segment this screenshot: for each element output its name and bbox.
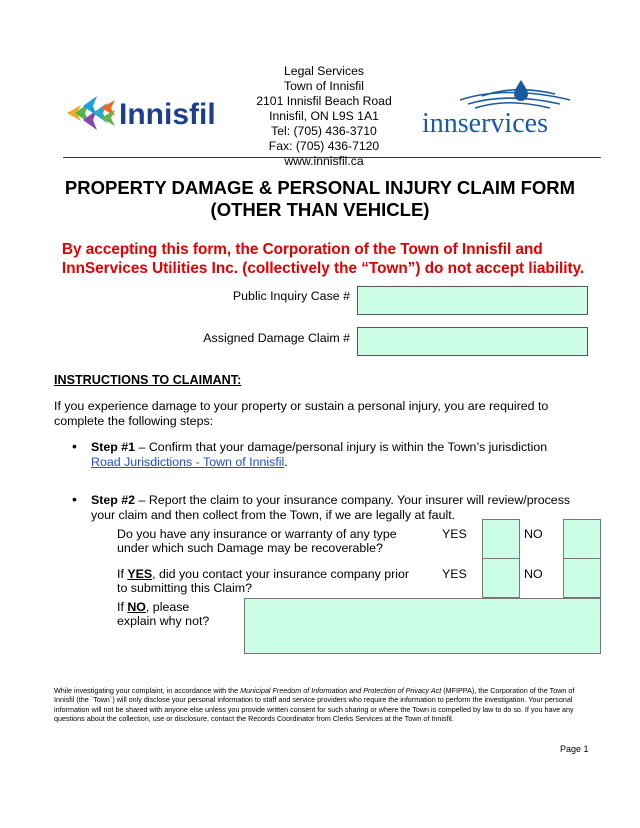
q2-yes-checkbox[interactable] xyxy=(482,558,520,598)
privacy-notice xyxy=(54,686,590,723)
address-line: Fax: (705) 436-7120 xyxy=(268,139,380,153)
innservices-logo-text: innservices xyxy=(422,108,548,138)
address-line: 2101 Innisfil Beach Road xyxy=(256,94,392,108)
step-1-label: Step #1 xyxy=(91,440,136,454)
q3-emphasis: NO xyxy=(127,600,146,614)
question-contacted-insurer xyxy=(117,567,417,595)
q1-no-label: NO xyxy=(524,527,543,541)
website-text: www.innisfil.ca xyxy=(284,154,364,168)
q2-yes-label: YES xyxy=(442,567,467,581)
public-inquiry-label: Public Inquiry Case # xyxy=(232,289,350,303)
step-1-item xyxy=(74,440,554,470)
innservices-logo xyxy=(420,78,590,138)
damage-claim-input[interactable] xyxy=(357,327,588,356)
step-2-label: Step #2 xyxy=(91,493,136,507)
privacy-text-b: (MFIPPA), the Corporation of the Town of Innisfil (the `Town`) will only disclose your personal information to staff and service providers who require the information to perform the investigation. Your personal information will not be shared with anyone else unless you provide written consent for such sharing or where the Town is compelled by law to do so. If you have any questions about the collection, use or disclosure, contact the Records Coordinator from Clerks Services at the Town of Innisfil. xyxy=(54,686,575,723)
question-explain-why-not xyxy=(117,600,232,628)
step-2-text: – Report the claim to your insurance company. Your insurer will review/process your claim and then collect from the Town, if we are legally at fault. xyxy=(91,493,571,522)
q3-prefix: If xyxy=(117,600,128,614)
page-number: Page 1 xyxy=(560,744,589,754)
privacy-text-a: While investigating your complaint, in accordance with the xyxy=(54,686,241,695)
q1-yes-label: YES xyxy=(442,527,467,541)
innisfil-star-icon xyxy=(67,96,115,130)
q2-no-label: NO xyxy=(524,567,543,581)
drop-shape xyxy=(514,80,528,101)
public-inquiry-input[interactable] xyxy=(357,286,588,315)
bullet-icon: • xyxy=(72,438,77,454)
q3-rest: , please explain why not? xyxy=(117,600,210,628)
q1-no-checkbox[interactable] xyxy=(563,519,601,559)
step-1-text: – Confirm that your damage/personal injury is within the Town’s jurisdiction xyxy=(135,440,548,454)
address-block xyxy=(240,64,408,169)
road-jurisdictions-link[interactable]: Road Jurisdictions - Town of Innisfil xyxy=(91,455,285,469)
explain-why-not-textarea[interactable] xyxy=(244,598,601,654)
bullet-icon: • xyxy=(72,491,77,507)
form-subtitle: (OTHER THAN VEHICLE) xyxy=(210,199,430,220)
innisfil-logo xyxy=(63,88,243,138)
instructions-intro: If you experience damage to your property or sustain a personal injury, you are required to complete the following steps: xyxy=(54,399,549,428)
liability-warning: By accepting this form, the Corporation of the Town of Innisfil and InnServices Utilities Inc. (collectively the “Town”) do not accept liability. xyxy=(62,241,585,277)
question-insurance: Do you have any insurance or warranty of any type under which such Damage may be recoverable? xyxy=(117,527,397,555)
instructions-heading: INSTRUCTIONS TO CLAIMANT: xyxy=(54,373,242,387)
damage-claim-label: Assigned Damage Claim # xyxy=(203,331,350,345)
header-divider xyxy=(63,157,601,158)
q2-emphasis: YES xyxy=(127,567,153,581)
q2-rest: , did you contact your insurance company prior to submitting this Claim? xyxy=(117,567,410,595)
step-1-end: . xyxy=(284,455,288,469)
address-line: Legal Services xyxy=(284,64,364,78)
q2-prefix: If xyxy=(117,567,128,581)
q1-yes-checkbox[interactable] xyxy=(482,519,520,559)
innisfil-logo-text: Innisfil xyxy=(119,98,216,131)
q2-no-checkbox[interactable] xyxy=(563,558,601,598)
privacy-act-name: Municipal Freedom of Information and Protection of Privacy Act xyxy=(240,686,442,695)
form-title: PROPERTY DAMAGE & PERSONAL INJURY CLAIM FORM xyxy=(64,177,576,198)
address-line: Tel: (705) 436-3710 xyxy=(271,124,377,138)
address-line: Town of Innisfil xyxy=(284,79,364,93)
address-line: Innisfil, ON L9S 1A1 xyxy=(269,109,379,123)
